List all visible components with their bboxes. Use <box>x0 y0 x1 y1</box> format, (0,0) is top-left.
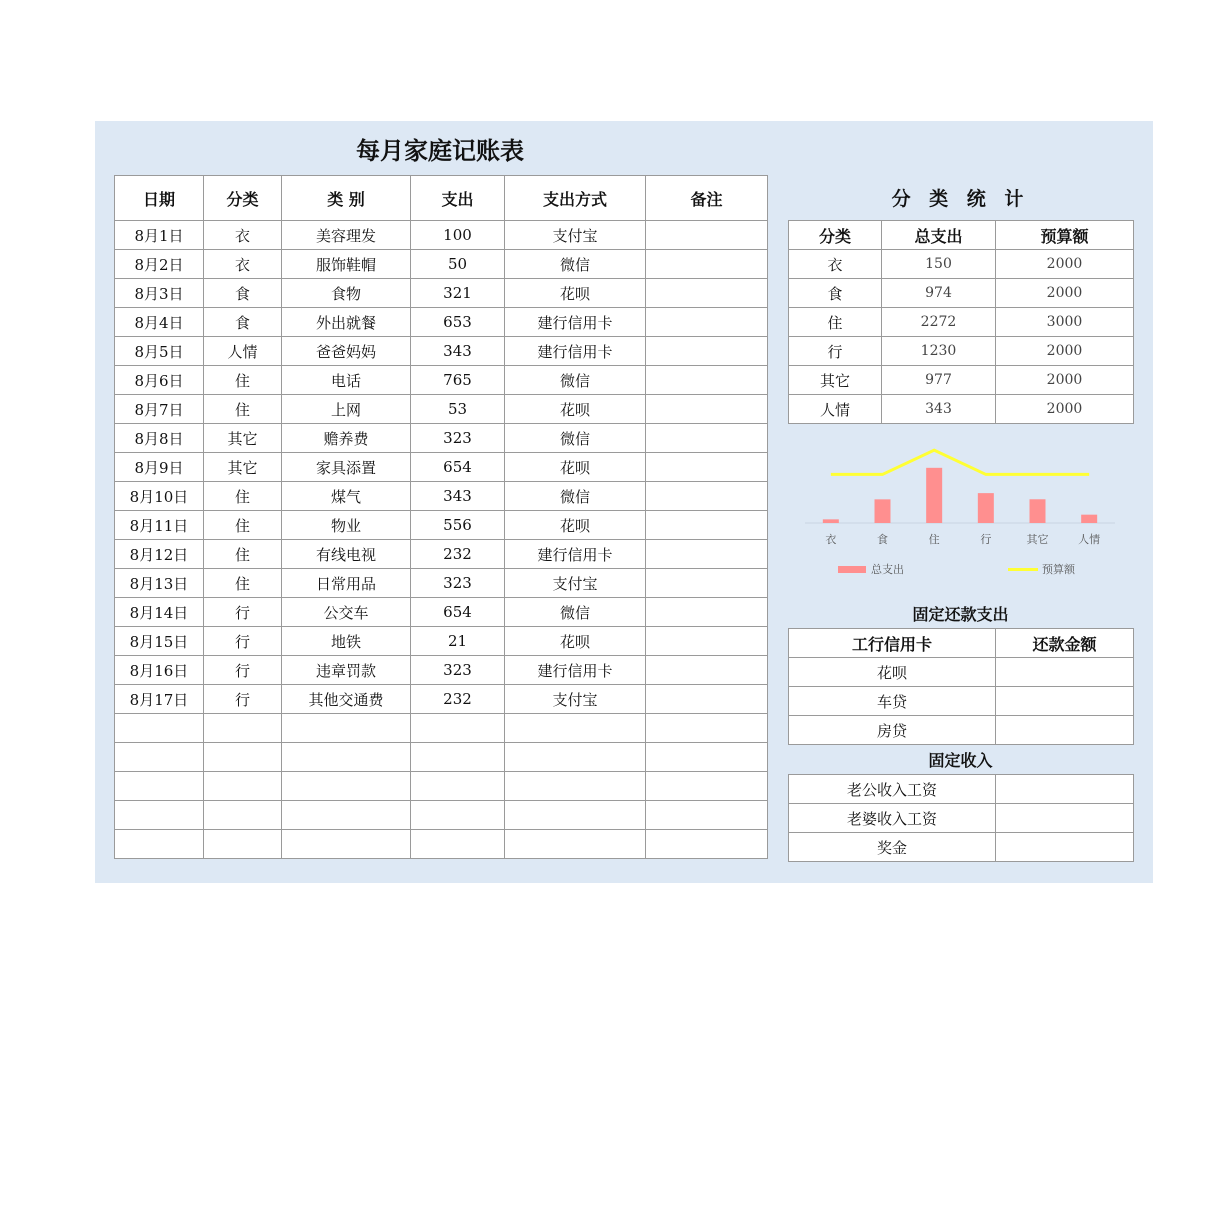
table-cell[interactable] <box>646 801 768 830</box>
table-row <box>115 743 768 772</box>
table-cell[interactable]: 977 <box>882 366 996 395</box>
table-cell[interactable] <box>996 658 1134 687</box>
table-cell[interactable]: 343 <box>882 395 996 424</box>
column-header: 还款金额 <box>996 629 1134 658</box>
table-cell[interactable]: 8月12日 <box>115 540 204 569</box>
column-header: 日期 <box>115 176 204 221</box>
table-cell[interactable]: 食物 <box>282 279 411 308</box>
table-cell[interactable] <box>996 775 1134 804</box>
table-cell[interactable] <box>505 772 646 801</box>
fixed-income-title: 固定收入 <box>928 751 993 770</box>
legend-label-total-expense: 总支出 <box>871 563 904 576</box>
table-cell[interactable]: 其他交通费 <box>282 685 411 714</box>
table-cell[interactable]: 微信 <box>505 424 646 453</box>
table-row <box>115 308 768 337</box>
table-cell[interactable]: 8月7日 <box>115 395 204 424</box>
table-row <box>789 804 1134 833</box>
table-cell[interactable]: 支付宝 <box>505 569 646 598</box>
table-row <box>789 775 1134 804</box>
column-header: 类 别 <box>282 176 411 221</box>
table-cell[interactable]: 8月3日 <box>115 279 204 308</box>
table-row <box>115 569 768 598</box>
table-header-row <box>789 629 1134 658</box>
table-row <box>115 424 768 453</box>
table-cell[interactable]: 2000 <box>996 337 1134 366</box>
table-cell[interactable]: 8月1日 <box>115 221 204 250</box>
table-cell[interactable]: 老婆收入工资 <box>789 804 996 833</box>
table-cell[interactable]: 323 <box>411 424 505 453</box>
table-cell[interactable]: 8月9日 <box>115 453 204 482</box>
table-cell[interactable]: 赡养费 <box>282 424 411 453</box>
table-cell[interactable]: 房贷 <box>789 716 996 745</box>
table-cell[interactable]: 人情 <box>204 337 282 366</box>
table-row <box>115 511 768 540</box>
category-stats-title: 分 类 统 计 <box>891 188 1030 210</box>
category-stats-table <box>788 220 1134 424</box>
table-cell[interactable]: 8月4日 <box>115 308 204 337</box>
table-cell[interactable]: 其它 <box>204 453 282 482</box>
table-cell[interactable]: 8月10日 <box>115 482 204 511</box>
table-row <box>115 685 768 714</box>
table-cell[interactable]: 微信 <box>505 598 646 627</box>
table-cell[interactable]: 微信 <box>505 250 646 279</box>
table-cell[interactable] <box>646 482 768 511</box>
table-cell[interactable]: 2272 <box>882 308 996 337</box>
table-cell[interactable]: 衣 <box>789 250 882 279</box>
bar-total-expense <box>875 499 891 523</box>
table-cell[interactable] <box>505 714 646 743</box>
table-cell[interactable]: 556 <box>411 511 505 540</box>
bar-total-expense <box>1030 499 1046 523</box>
x-tick-label: 其它 <box>1026 533 1049 546</box>
table-cell[interactable] <box>646 540 768 569</box>
table-cell[interactable]: 有线电视 <box>282 540 411 569</box>
table-cell[interactable]: 8月2日 <box>115 250 204 279</box>
table-cell[interactable]: 150 <box>882 250 996 279</box>
table-cell[interactable] <box>115 772 204 801</box>
table-cell[interactable]: 323 <box>411 656 505 685</box>
bar-total-expense <box>1081 515 1097 523</box>
table-cell[interactable]: 车贷 <box>789 687 996 716</box>
table-cell[interactable]: 公交车 <box>282 598 411 627</box>
table-cell[interactable]: 8月6日 <box>115 366 204 395</box>
bar-total-expense <box>926 468 942 523</box>
table-cell[interactable]: 2000 <box>996 366 1134 395</box>
table-cell[interactable]: 974 <box>882 279 996 308</box>
column-header: 支出方式 <box>505 176 646 221</box>
table-row <box>789 279 1134 308</box>
table-cell[interactable]: 343 <box>411 337 505 366</box>
table-cell[interactable]: 衣 <box>204 221 282 250</box>
column-header: 支出 <box>411 176 505 221</box>
table-cell[interactable] <box>646 627 768 656</box>
table-row <box>789 716 1134 745</box>
column-header: 分类 <box>789 221 882 250</box>
table-row <box>115 366 768 395</box>
table-cell[interactable]: 654 <box>411 453 505 482</box>
table-cell[interactable] <box>646 772 768 801</box>
table-cell[interactable]: 住 <box>204 366 282 395</box>
table-cell[interactable]: 住 <box>204 482 282 511</box>
table-cell[interactable] <box>204 772 282 801</box>
table-cell[interactable] <box>646 366 768 395</box>
budget-chart <box>788 436 1133 596</box>
x-tick-label: 行 <box>980 533 992 546</box>
column-header: 预算额 <box>996 221 1134 250</box>
column-header: 总支出 <box>882 221 996 250</box>
expense-table <box>114 175 768 859</box>
table-cell[interactable]: 行 <box>204 656 282 685</box>
table-row <box>115 221 768 250</box>
table-cell[interactable]: 煤气 <box>282 482 411 511</box>
table-cell[interactable] <box>646 221 768 250</box>
table-cell[interactable]: 建行信用卡 <box>505 540 646 569</box>
table-cell[interactable]: 花呗 <box>789 658 996 687</box>
table-cell[interactable]: 食 <box>789 279 882 308</box>
table-row <box>115 395 768 424</box>
table-cell[interactable]: 家具添置 <box>282 453 411 482</box>
table-cell[interactable] <box>505 743 646 772</box>
table-cell[interactable]: 行 <box>204 627 282 656</box>
table-cell[interactable]: 3000 <box>996 308 1134 337</box>
table-cell[interactable] <box>646 569 768 598</box>
table-cell[interactable]: 食 <box>204 308 282 337</box>
table-row <box>789 687 1134 716</box>
table-cell[interactable]: 食 <box>204 279 282 308</box>
table-row <box>115 598 768 627</box>
table-cell[interactable]: 321 <box>411 279 505 308</box>
table-cell[interactable]: 行 <box>204 685 282 714</box>
table-cell[interactable] <box>646 598 768 627</box>
bar-total-expense <box>823 519 839 523</box>
table-row <box>115 453 768 482</box>
table-cell[interactable] <box>646 453 768 482</box>
table-cell[interactable]: 8月15日 <box>115 627 204 656</box>
table-cell[interactable] <box>646 308 768 337</box>
table-cell[interactable]: 8月11日 <box>115 511 204 540</box>
table-cell[interactable]: 老公收入工资 <box>789 775 996 804</box>
x-tick-label: 食 <box>877 533 888 546</box>
table-cell[interactable]: 人情 <box>789 395 882 424</box>
x-tick-label: 人情 <box>1078 533 1101 546</box>
table-cell[interactable]: 美容理发 <box>282 221 411 250</box>
table-cell[interactable]: 微信 <box>505 366 646 395</box>
column-header: 备注 <box>646 176 768 221</box>
table-cell[interactable]: 653 <box>411 308 505 337</box>
table-cell[interactable]: 其它 <box>789 366 882 395</box>
table-cell[interactable]: 323 <box>411 569 505 598</box>
table-header-row <box>115 176 768 221</box>
x-tick-label: 住 <box>928 533 940 546</box>
table-cell[interactable] <box>204 830 282 859</box>
column-header: 分类 <box>204 176 282 221</box>
table-cell[interactable]: 住 <box>789 308 882 337</box>
table-cell[interactable] <box>646 279 768 308</box>
table-cell[interactable]: 654 <box>411 598 505 627</box>
table-cell[interactable]: 100 <box>411 221 505 250</box>
table-cell[interactable]: 奖金 <box>789 833 996 862</box>
bar-total-expense <box>978 493 994 523</box>
table-cell[interactable] <box>204 714 282 743</box>
table-cell[interactable]: 物业 <box>282 511 411 540</box>
table-cell[interactable]: 住 <box>204 395 282 424</box>
table-cell[interactable] <box>996 716 1134 745</box>
table-cell[interactable]: 行 <box>789 337 882 366</box>
table-cell[interactable] <box>646 714 768 743</box>
table-row <box>789 658 1134 687</box>
table-cell[interactable] <box>282 801 411 830</box>
fixed-income-table <box>788 774 1134 862</box>
table-cell[interactable]: 232 <box>411 685 505 714</box>
table-cell[interactable] <box>282 714 411 743</box>
table-cell[interactable]: 232 <box>411 540 505 569</box>
legend-label-budget: 预算额 <box>1042 563 1075 576</box>
table-cell[interactable]: 8月5日 <box>115 337 204 366</box>
table-header-row <box>789 221 1134 250</box>
table-cell[interactable]: 支付宝 <box>505 221 646 250</box>
table-cell[interactable] <box>115 714 204 743</box>
table-cell[interactable] <box>646 250 768 279</box>
table-cell[interactable]: 其它 <box>204 424 282 453</box>
legend-swatch-total-expense <box>838 566 866 573</box>
table-cell[interactable] <box>204 743 282 772</box>
table-cell[interactable]: 上网 <box>282 395 411 424</box>
table-cell[interactable]: 住 <box>204 569 282 598</box>
table-row <box>115 540 768 569</box>
table-cell[interactable]: 8月14日 <box>115 598 204 627</box>
table-cell[interactable] <box>411 830 505 859</box>
table-cell[interactable]: 花呗 <box>505 279 646 308</box>
table-cell[interactable]: 2000 <box>996 250 1134 279</box>
table-cell[interactable] <box>115 743 204 772</box>
table-cell[interactable] <box>646 395 768 424</box>
table-cell[interactable] <box>996 804 1134 833</box>
table-row <box>115 830 768 859</box>
table-cell[interactable]: 衣 <box>204 250 282 279</box>
table-row <box>789 308 1134 337</box>
line-budget <box>831 450 1089 474</box>
table-cell[interactable] <box>646 685 768 714</box>
table-cell[interactable]: 2000 <box>996 279 1134 308</box>
table-cell[interactable]: 行 <box>204 598 282 627</box>
table-cell[interactable] <box>505 801 646 830</box>
table-cell[interactable]: 微信 <box>505 482 646 511</box>
table-row <box>115 656 768 685</box>
table-cell[interactable] <box>411 714 505 743</box>
table-cell[interactable]: 1230 <box>882 337 996 366</box>
table-cell[interactable]: 花呗 <box>505 395 646 424</box>
table-cell[interactable] <box>646 337 768 366</box>
table-row <box>115 250 768 279</box>
table-cell[interactable] <box>411 743 505 772</box>
table-cell[interactable]: 爸爸妈妈 <box>282 337 411 366</box>
table-row <box>789 366 1134 395</box>
table-cell[interactable] <box>996 687 1134 716</box>
table-row <box>115 482 768 511</box>
table-cell[interactable]: 花呗 <box>505 453 646 482</box>
table-cell[interactable] <box>411 801 505 830</box>
table-cell[interactable] <box>646 424 768 453</box>
table-cell[interactable]: 建行信用卡 <box>505 337 646 366</box>
table-cell[interactable]: 地铁 <box>282 627 411 656</box>
table-cell[interactable]: 外出就餐 <box>282 308 411 337</box>
table-cell[interactable] <box>505 830 646 859</box>
table-cell[interactable]: 服饰鞋帽 <box>282 250 411 279</box>
table-row <box>115 337 768 366</box>
table-row <box>789 250 1134 279</box>
table-cell[interactable] <box>646 830 768 859</box>
table-row <box>115 801 768 830</box>
fixed-repayment-table <box>788 628 1134 745</box>
table-cell[interactable]: 电话 <box>282 366 411 395</box>
fixed-repayment-title: 固定还款支出 <box>912 605 1009 624</box>
table-cell[interactable]: 8月13日 <box>115 569 204 598</box>
table-cell[interactable] <box>411 772 505 801</box>
table-cell[interactable]: 765 <box>411 366 505 395</box>
table-cell[interactable]: 建行信用卡 <box>505 308 646 337</box>
table-cell[interactable]: 343 <box>411 482 505 511</box>
table-cell[interactable] <box>282 743 411 772</box>
column-header: 工行信用卡 <box>789 629 996 658</box>
table-cell[interactable]: 8月8日 <box>115 424 204 453</box>
table-cell[interactable]: 日常用品 <box>282 569 411 598</box>
table-cell[interactable] <box>282 830 411 859</box>
table-cell[interactable]: 2000 <box>996 395 1134 424</box>
table-cell[interactable]: 住 <box>204 540 282 569</box>
table-cell[interactable] <box>646 511 768 540</box>
table-cell[interactable]: 21 <box>411 627 505 656</box>
table-row <box>789 337 1134 366</box>
table-cell[interactable]: 住 <box>204 511 282 540</box>
x-tick-label: 衣 <box>825 533 837 546</box>
table-cell[interactable]: 花呗 <box>505 511 646 540</box>
table-cell[interactable]: 违章罚款 <box>282 656 411 685</box>
table-cell[interactable] <box>115 801 204 830</box>
table-row <box>115 279 768 308</box>
table-cell[interactable] <box>996 833 1134 862</box>
table-cell[interactable]: 8月16日 <box>115 656 204 685</box>
table-cell[interactable]: 支付宝 <box>505 685 646 714</box>
table-cell[interactable] <box>115 830 204 859</box>
table-cell[interactable]: 建行信用卡 <box>505 656 646 685</box>
table-cell[interactable] <box>646 743 768 772</box>
table-cell[interactable]: 53 <box>411 395 505 424</box>
table-row <box>789 833 1134 862</box>
page-title: 每月家庭记账表 <box>356 137 524 165</box>
table-row <box>115 627 768 656</box>
table-row <box>115 772 768 801</box>
table-row <box>789 395 1134 424</box>
table-row <box>115 714 768 743</box>
table-cell[interactable]: 8月17日 <box>115 685 204 714</box>
table-cell[interactable] <box>204 801 282 830</box>
table-cell[interactable]: 50 <box>411 250 505 279</box>
table-cell[interactable] <box>282 772 411 801</box>
table-cell[interactable]: 花呗 <box>505 627 646 656</box>
table-cell[interactable] <box>646 656 768 685</box>
